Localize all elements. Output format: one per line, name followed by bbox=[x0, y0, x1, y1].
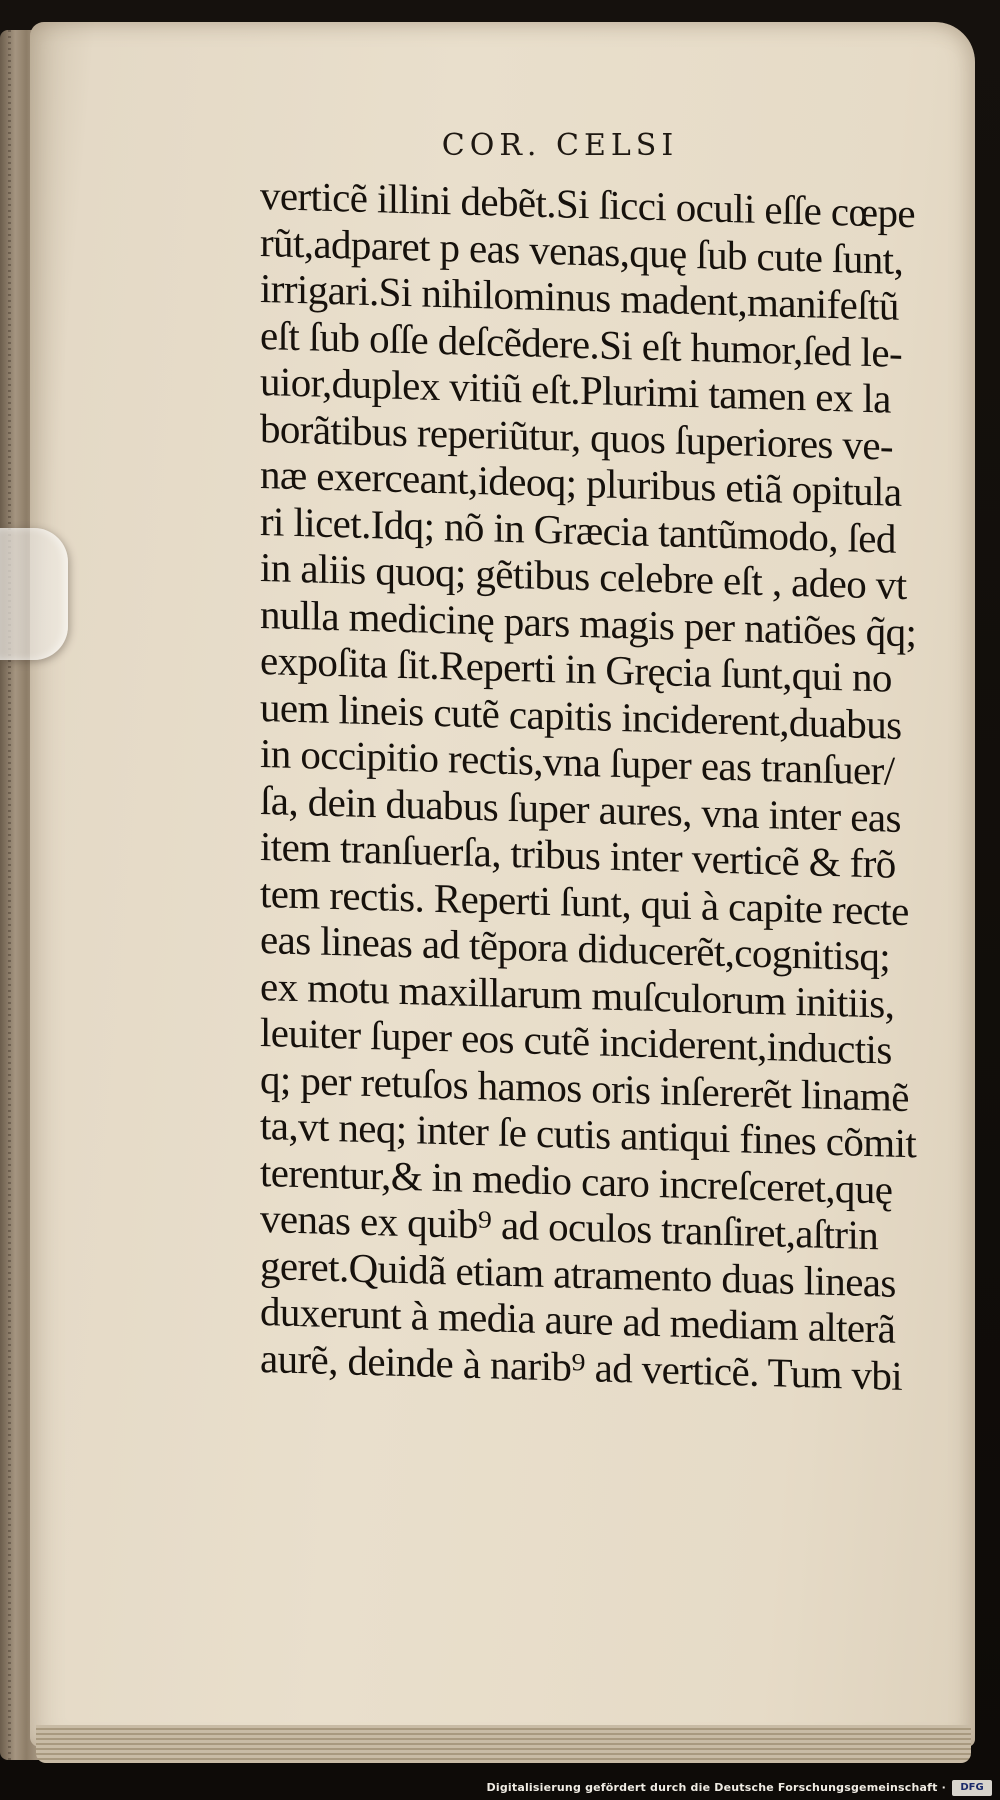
text-line: ta,vt neq; inter ſe cutis antiqui fines cõmit bbox=[260, 1102, 917, 1167]
page-clip bbox=[0, 528, 68, 660]
text-line: irrigari.Si nihilominus madent,manifeſtũ bbox=[260, 265, 899, 329]
text-line: eas lineas ad tẽpora diducerẽt,cognitisq; bbox=[260, 916, 891, 980]
text-line: ri licet.Idq; nõ in Græcia tantũmodo, ſed bbox=[260, 497, 896, 562]
text-line: uem lineis cutẽ capitis inciderent,duabus bbox=[260, 683, 902, 748]
text-line: ex motu maxillarum muſculorum initiis, bbox=[260, 962, 895, 1027]
text-line: leuiter ſuper eos cutẽ inciderent,inductis bbox=[260, 1009, 892, 1073]
text-line: terentur,& in medio caro increſceret,quę bbox=[260, 1148, 893, 1213]
text-line: tem rectis. Reperti ſunt, qui à capite recte bbox=[260, 869, 909, 934]
text-line: in occipitio rectis,vna ſuper eas tranſuer/ bbox=[260, 730, 895, 794]
text-line: expoſita ſit.Reperti in Gręcia ſunt,qui no bbox=[260, 637, 892, 701]
body-text bbox=[260, 172, 960, 1401]
text-line: in aliis quoq; gẽtibus celebre eſt , adeo vt bbox=[260, 544, 907, 609]
text-line: verticẽ illini debẽt.Si ſicci oculi eſſe cœpe bbox=[260, 172, 915, 237]
running-head-text: COR. CELSI bbox=[441, 128, 679, 163]
text-line: næ exerceant,ideoq; pluribus etiã opitula bbox=[260, 451, 902, 515]
text-line: aurẽ, deinde à narib⁹ ad verticẽ. Tum vbi bbox=[260, 1334, 903, 1399]
page-stack-edge bbox=[36, 1725, 971, 1763]
text-line: borãtibus reperiũtur, quos ſuperiores ve- bbox=[260, 404, 893, 469]
text-line: eſt ſub oſſe deſcẽdere.Si eſt humor,ſed le- bbox=[260, 311, 902, 376]
text-line: duxerunt à media aure ad mediam alterã bbox=[260, 1288, 896, 1352]
text-line: rũt,adparet p eas venas,quę ſub cute ſunt, bbox=[260, 218, 904, 283]
dfg-logo: DFG bbox=[952, 1780, 992, 1796]
text-line: q; per retuſos hamos oris inſererẽt linamẽ bbox=[260, 1055, 909, 1120]
text-line: uior,duplex vitiũ eſt.Plurimi tamen ex la bbox=[260, 358, 891, 422]
text-line: ſa, dein duabus ſuper aures, vna inter eas bbox=[260, 776, 901, 841]
text-line: item tranſuerſa, tribus inter verticẽ & frõ bbox=[260, 823, 896, 887]
running-head bbox=[0, 128, 1000, 163]
digitization-credit: Digitalisierung gefördert durch die Deutsche Forschungsgemeinschaft · bbox=[486, 1781, 946, 1794]
text-line: venas ex quib⁹ ad oculos tranſiret,aſtrin bbox=[260, 1195, 879, 1259]
text-line: nulla medicinę pars magis per natiões q̃q; bbox=[260, 590, 917, 655]
text-line: geret.Quidã etiam atramento duas lineas bbox=[260, 1241, 896, 1306]
